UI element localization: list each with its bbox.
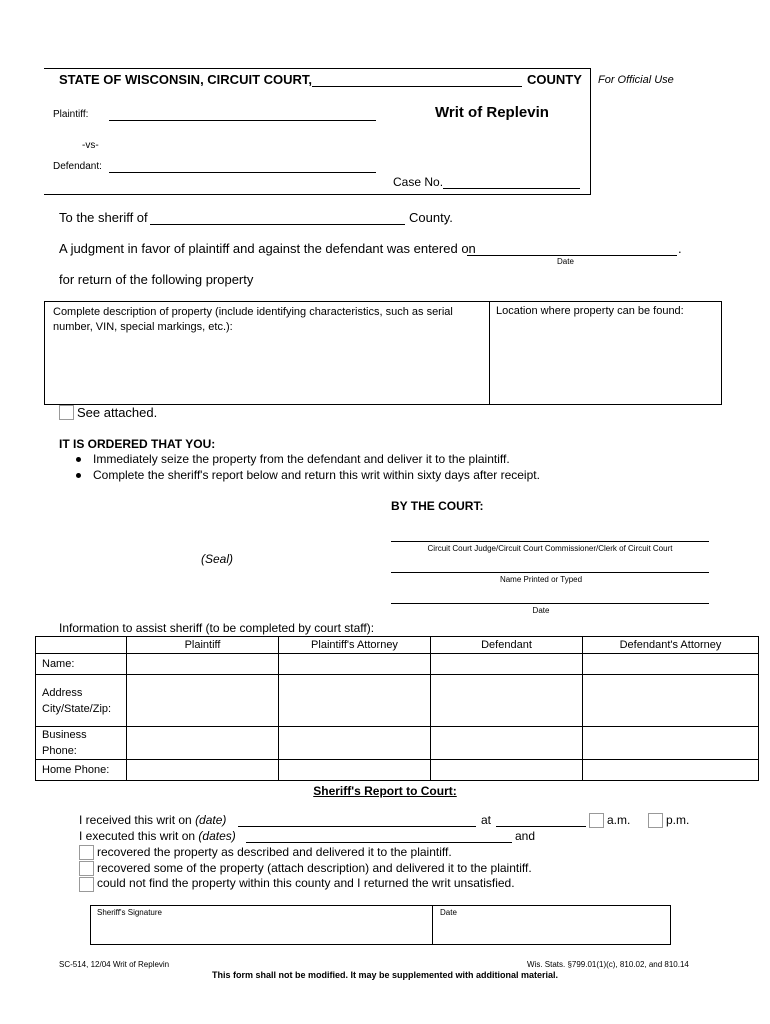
table-row	[36, 760, 759, 781]
info-header-plaintiff: Plaintiff	[127, 637, 279, 654]
court-date-caption: Date	[532, 606, 550, 615]
sheriff-signature-field[interactable]	[94, 920, 428, 942]
sheriff-signature-label: Sheriff's Signature	[97, 908, 162, 917]
table-cell[interactable]	[127, 675, 279, 727]
table-row	[36, 675, 759, 727]
name-printed-field[interactable]	[391, 572, 709, 573]
table-cell[interactable]	[431, 760, 583, 781]
option-recovered-some-label: recovered some of the property (attach description) and delivered it to the plaintiff.	[97, 861, 532, 875]
table-cell[interactable]	[431, 654, 583, 675]
name-printed-caption: Name Printed or Typed	[499, 575, 583, 584]
table-row	[36, 727, 759, 760]
table-cell[interactable]	[279, 675, 431, 727]
property-description-label: Complete description of property (include identifying characteristics, such as serial number, VIN, special markings, etc.):	[53, 306, 453, 333]
info-table-caption: Information to assist sheriff (to be completed by court staff):	[59, 621, 375, 635]
table-cell[interactable]	[127, 654, 279, 675]
official-use-label: For Official Use	[598, 74, 674, 86]
info-header-defendant: Defendant	[431, 637, 583, 654]
judgment-text: A judgment in favor of plaintiff and against the defendant was entered on	[59, 241, 476, 256]
table-row	[36, 654, 759, 675]
table-cell[interactable]	[279, 654, 431, 675]
option-recovered-some-checkbox[interactable]	[79, 861, 94, 876]
by-the-court-label: BY THE COURT:	[391, 499, 484, 513]
statutes: Wis. Stats. §799.01(1)(c), 810.02, and 810.14	[527, 960, 689, 969]
sheriff-date-label: Date	[440, 908, 457, 917]
received-prefix: I received this writ on	[79, 813, 192, 827]
plaintiff-label: Plaintiff:	[53, 109, 89, 120]
judgment-date-caption: Date	[557, 257, 574, 266]
option-recovered-all-label: recovered the property as described and delivered it to the plaintiff.	[97, 845, 452, 859]
table-cell[interactable]	[279, 727, 431, 760]
case-no-field[interactable]	[443, 188, 580, 189]
order-item-2	[76, 468, 540, 482]
info-table-header	[36, 637, 759, 654]
court-prefix: STATE OF WISCONSIN, CIRCUIT COURT,	[59, 72, 313, 87]
received-date-hint: (date)	[195, 813, 227, 827]
am-label: a.m.	[607, 813, 631, 827]
table-cell[interactable]	[583, 654, 759, 675]
option-not-found-label: could not find the property within this county and I returned the writ unsatisfied.	[97, 876, 515, 890]
info-header-blank	[36, 637, 127, 654]
pm-label: p.m.	[666, 813, 690, 827]
executed-prefix: I executed this writ on	[79, 829, 196, 843]
order-heading: IT IS ORDERED THAT YOU:	[59, 437, 216, 451]
sheriff-suffix: County.	[409, 210, 453, 225]
table-cell[interactable]	[127, 760, 279, 781]
defendant-field[interactable]	[109, 172, 376, 173]
plaintiff-field[interactable]	[109, 120, 376, 121]
header-frame	[44, 68, 591, 195]
table-cell[interactable]	[583, 727, 759, 760]
property-description-field[interactable]	[50, 336, 482, 398]
order-item-1	[76, 452, 510, 466]
table-cell[interactable]	[583, 675, 759, 727]
county-name-field[interactable]	[312, 86, 522, 87]
return-text: for return of the following property	[59, 272, 254, 287]
executed-line	[79, 829, 236, 843]
property-location-field[interactable]	[494, 322, 714, 398]
table-cell[interactable]	[431, 675, 583, 727]
table-cell[interactable]	[279, 760, 431, 781]
at-label: at	[481, 813, 492, 827]
table-cell[interactable]	[127, 727, 279, 760]
info-header-defendant-attorney: Defendant's Attorney	[583, 637, 759, 654]
info-header-plaintiff-attorney: Plaintiff's Attorney	[279, 637, 431, 654]
sheriff-date-field[interactable]	[436, 920, 666, 942]
sheriff-county-field[interactable]	[150, 224, 405, 225]
executed-dates-hint: (dates)	[198, 829, 236, 843]
executed-dates-field[interactable]	[246, 842, 512, 843]
table-cell[interactable]	[431, 727, 583, 760]
order-item-2-text: Complete the sheriff's report below and return this writ within sixty days after receipt.	[93, 468, 540, 482]
pm-checkbox[interactable]	[648, 813, 663, 828]
option-not-found-checkbox[interactable]	[79, 877, 94, 892]
judge-caption: Circuit Court Judge/Circuit Court Commissioner/Clerk of Circuit Court	[427, 544, 673, 553]
judgment-end: .	[678, 241, 682, 256]
bullet-icon	[76, 457, 81, 462]
property-table-divider	[489, 301, 490, 404]
sheriff-signature-divider	[432, 905, 433, 945]
sheriff-prefix: To the sheriff of	[59, 210, 148, 225]
seal-label: (Seal)	[201, 552, 234, 566]
am-checkbox[interactable]	[589, 813, 604, 828]
option-recovered-all-checkbox[interactable]	[79, 845, 94, 860]
see-attached-label: See attached.	[77, 405, 158, 420]
received-line	[79, 813, 226, 827]
page-title: Writ of Replevin	[435, 104, 549, 121]
row-label-business-phone: Business Phone:	[36, 727, 127, 760]
table-cell[interactable]	[583, 760, 759, 781]
received-time-field[interactable]	[496, 826, 586, 827]
judgment-date-field[interactable]	[467, 255, 677, 256]
county-label: COUNTY	[527, 72, 582, 87]
row-label-home-phone: Home Phone:	[36, 760, 127, 781]
defendant-label: Defendant:	[53, 161, 102, 172]
vs-label: -vs-	[82, 140, 99, 151]
property-location-label: Location where property can be found:	[496, 305, 684, 317]
case-no-label: Case No.	[393, 175, 444, 189]
received-date-field[interactable]	[238, 826, 476, 827]
report-heading: Sheriff's Report to Court:	[313, 784, 457, 798]
court-date-field[interactable]	[391, 603, 709, 604]
order-item-1-text: Immediately seize the property from the defendant and deliver it to the plaintiff.	[93, 452, 510, 466]
row-label-name: Name:	[36, 654, 127, 675]
judge-signature-field[interactable]	[391, 541, 709, 542]
footer-notice: This form shall not be modified. It may be supplemented with additional material.	[211, 970, 559, 980]
row-label-address: Address City/State/Zip:	[36, 675, 127, 727]
and-label: and	[515, 829, 536, 843]
bullet-icon	[76, 473, 81, 478]
form-id: SC-514, 12/04 Writ of Replevin	[59, 960, 170, 969]
see-attached-checkbox[interactable]	[59, 405, 74, 420]
info-table	[35, 636, 759, 781]
